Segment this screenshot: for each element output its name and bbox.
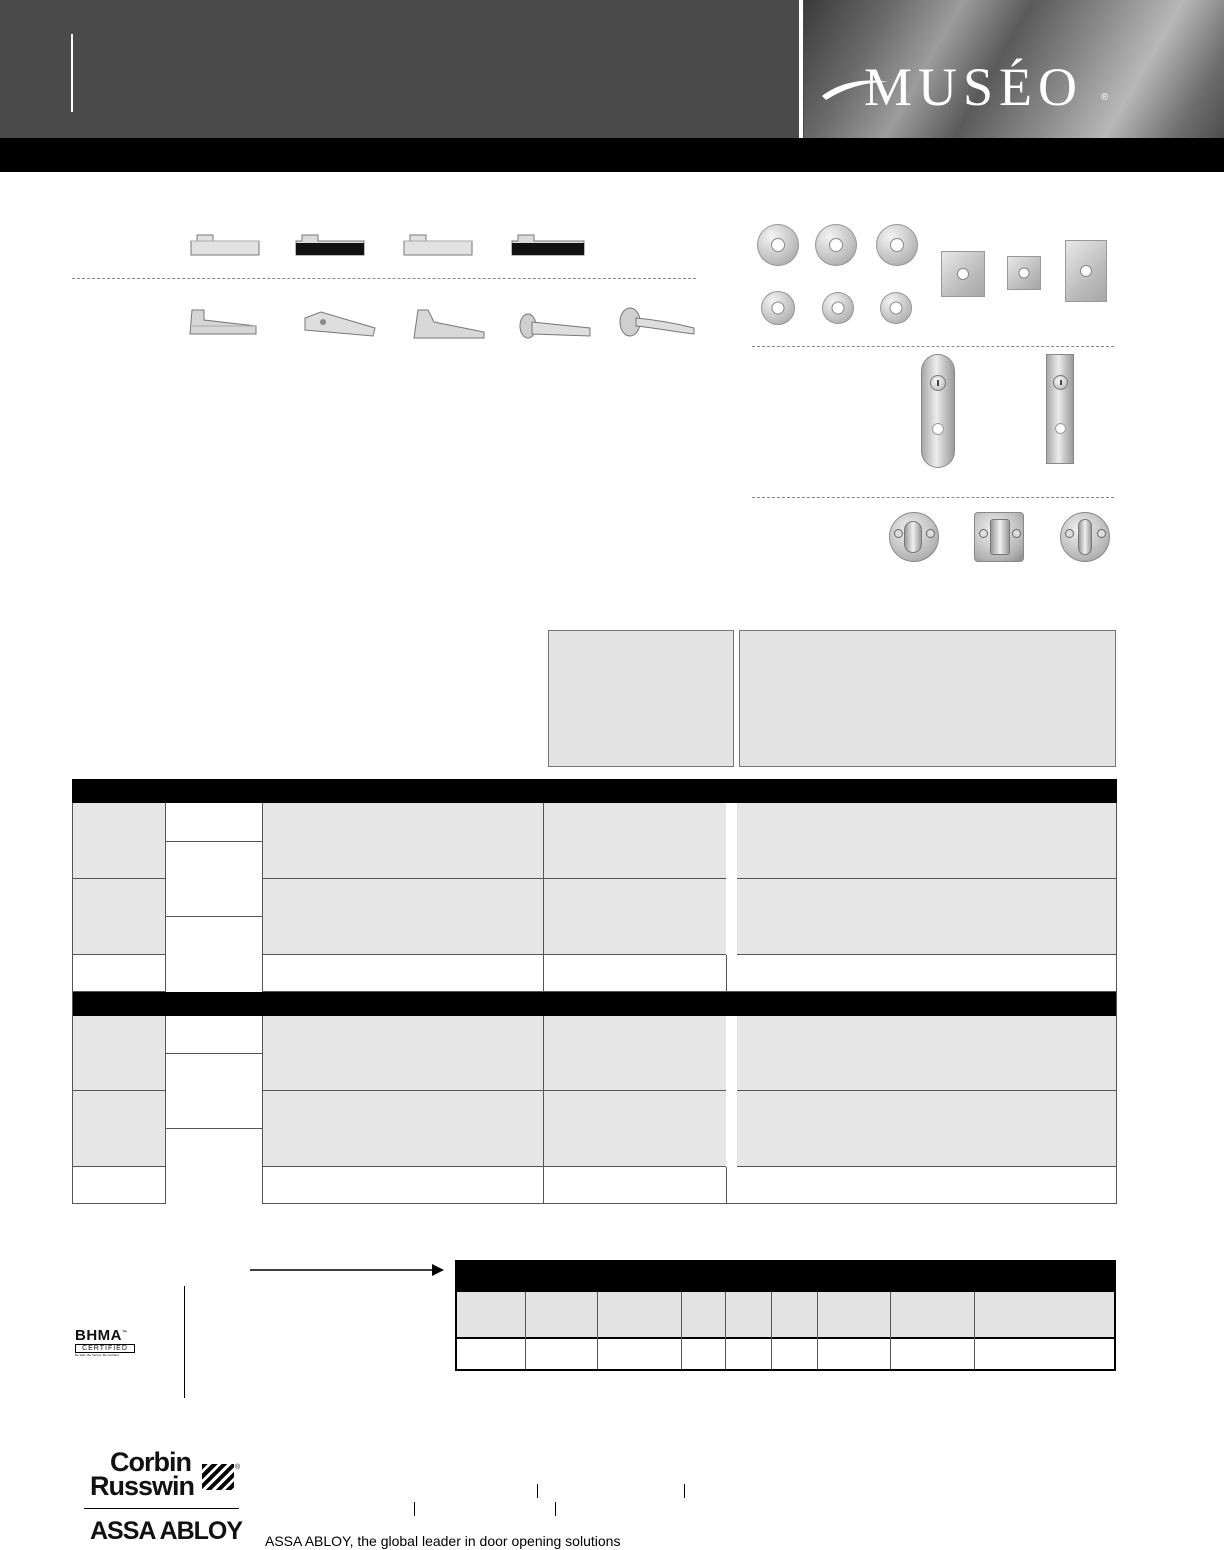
table-gridline	[543, 803, 544, 992]
lever-angled-icon	[186, 306, 260, 340]
table-gridline	[165, 1016, 166, 1204]
rectangular-rose-icon	[1065, 240, 1107, 302]
escutcheon-divider	[752, 497, 1114, 498]
round-thumbturn-icon	[889, 512, 939, 562]
table-gutter	[726, 1016, 737, 1167]
museo-logo	[820, 52, 1120, 122]
table-gridline	[262, 803, 263, 992]
round-rose-icon	[815, 224, 857, 266]
bhma-tm: ™	[122, 1330, 128, 1336]
table-gridline	[165, 803, 166, 992]
arrow-right-icon	[250, 1262, 446, 1278]
table-subline	[165, 1053, 262, 1054]
lever-curved-icon	[618, 306, 696, 340]
round-rose-icon	[761, 291, 795, 325]
table-col-sub	[165, 803, 262, 992]
bhma-tagline: Be Safe. Be Secure. Be Certified.	[75, 1353, 120, 1357]
oval-escutcheon-icon	[921, 354, 955, 468]
lever-straight-black-icon	[294, 233, 366, 257]
table-gridline	[726, 955, 727, 992]
bhma-badge: CERTIFIED	[75, 1344, 135, 1353]
table-subline	[165, 916, 262, 917]
brand-stripes-icon	[202, 1464, 234, 1490]
rectangular-escutcheon-icon	[1046, 354, 1074, 464]
table-section-band	[72, 779, 1117, 803]
bhma-mark: BHMA	[75, 1327, 122, 1344]
footer-separator	[684, 1484, 685, 1498]
corbin-russwin-logo	[90, 1447, 241, 1501]
lever-straight-satin-icon	[402, 233, 474, 257]
lever-straight-black-icon	[510, 233, 586, 257]
square-rose-icon	[941, 251, 985, 297]
bhma-rule	[184, 1286, 185, 1398]
rose-divider	[752, 346, 1114, 347]
lever-straight-satin-icon	[189, 233, 261, 257]
title-bar	[0, 138, 1224, 172]
assa-abloy-logo: ASSA ABLOY	[90, 1517, 243, 1545]
table-gridline	[726, 1167, 727, 1204]
footer-separator	[414, 1502, 415, 1516]
table-gridline	[725, 1292, 726, 1369]
round-rose-icon	[876, 224, 918, 266]
square-thumbturn-icon	[974, 512, 1024, 562]
header-divider	[799, 0, 803, 138]
lever-tapered-icon	[301, 310, 377, 338]
round-rose-icon	[757, 224, 799, 266]
performance-table	[455, 1260, 1116, 1371]
performance-table-subheader	[457, 1292, 1114, 1339]
header-tick	[71, 34, 73, 112]
info-box-right	[739, 630, 1116, 767]
square-rose-icon	[1007, 256, 1041, 290]
table-gridline	[974, 1292, 975, 1369]
brand-line2: Russwin	[90, 1471, 195, 1501]
bhma-certified-logo	[75, 1326, 135, 1357]
table-gridline	[817, 1292, 818, 1369]
table-gridline	[681, 1292, 682, 1369]
footer-logo-rule	[84, 1508, 239, 1509]
footer-tagline: ASSA ABLOY, the global leader in door opening solutions	[265, 1533, 621, 1549]
table-border-left	[72, 803, 73, 1204]
footer-separator	[555, 1502, 556, 1516]
lever-wedge-icon	[410, 306, 488, 340]
round-rose-icon	[822, 292, 854, 324]
table-col-sub	[165, 1016, 262, 1204]
brand-line1: Corbin	[110, 1447, 191, 1477]
table-subline	[165, 841, 262, 842]
performance-table-header	[457, 1262, 1114, 1292]
table-gridline	[890, 1292, 891, 1369]
table-border-right	[1116, 803, 1117, 1204]
lever-round-base-icon	[518, 310, 594, 340]
table-gridline	[597, 1292, 598, 1369]
round-thumbturn-icon	[1060, 512, 1110, 562]
round-rose-icon	[880, 292, 912, 324]
lever-divider	[72, 278, 696, 279]
logo-registered: ®	[1101, 92, 1109, 103]
info-box-left	[548, 630, 734, 767]
table-gridline	[771, 1292, 772, 1369]
brand-registered: ®	[235, 1464, 241, 1471]
table-gridline	[262, 1016, 263, 1204]
table-section-band	[72, 992, 1117, 1016]
table-subline	[165, 1128, 262, 1129]
logo-wordmark: MUSÉO	[864, 57, 1084, 117]
table-gridline	[543, 1016, 544, 1204]
table-gridline	[525, 1292, 526, 1369]
footer-separator	[537, 1484, 538, 1498]
table-gutter	[726, 803, 737, 955]
